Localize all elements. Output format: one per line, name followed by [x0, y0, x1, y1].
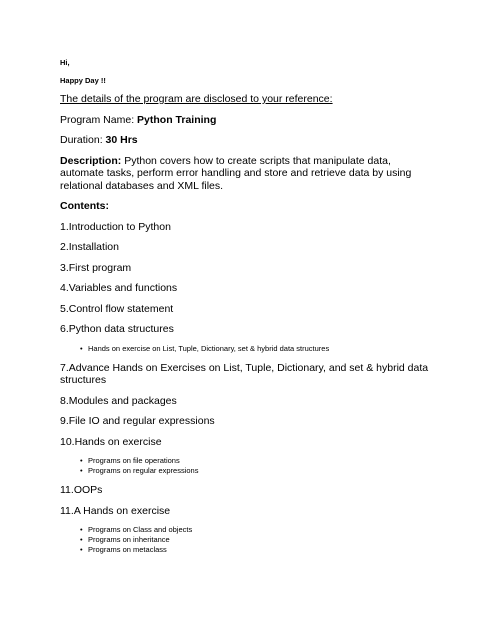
program-duration [60, 134, 435, 147]
greeting-happy-day: Happy Day !! [60, 76, 106, 85]
contents-item-9: 9.File IO and regular expressions [60, 415, 215, 427]
description-label: Description: [60, 154, 122, 167]
contents-item-2: 2.Installation [60, 241, 119, 253]
contents-item-11a-sublist [60, 525, 435, 555]
list-item: • Programs on regular expressions [80, 466, 435, 476]
contents-item-11: 11.OOPs [60, 484, 103, 496]
list-item: • Hands on exercise on List, Tuple, Dictionary, set & hybrid data structures [80, 344, 435, 354]
contents-item-10-sublist [60, 456, 435, 476]
contents-item-1: 1.Introduction to Python [60, 220, 171, 233]
contents-item-7: 7.Advance Hands on Exercises on List, Tuple, Dictionary, and set & hybrid data structures [60, 361, 429, 386]
contents-heading: Contents: [60, 200, 109, 212]
contents-item-10: 10.Hands on exercise [60, 435, 162, 448]
contents-item-6-sublist [60, 344, 435, 354]
greeting-hi: Hi, [60, 58, 70, 67]
list-item: • Programs on metaclass [80, 545, 435, 555]
contents-item-4: 4.Variables and functions [60, 282, 178, 294]
contents-item-3: 3.First program [60, 261, 132, 274]
program-description [60, 155, 435, 193]
intro-details-line: The details of the program are disclosed to your reference: [60, 93, 333, 105]
contents-item-11a: 11.A Hands on exercise [60, 504, 171, 517]
contents-item-5: 5.Control flow statement [60, 302, 174, 315]
duration-label: Duration: [60, 134, 103, 146]
list-item: • Programs on Class and objects [80, 525, 435, 535]
description-text: Python covers how to create scripts that manipulate data, automate tasks, perform error handling and store and retrieve data by using relational databases and XML files. [60, 154, 412, 192]
contents-item-6: 6.Python data structures [60, 323, 174, 335]
contents-item-8: 8.Modules and packages [60, 394, 177, 407]
program-name-value: Python Training [137, 113, 217, 126]
program-name-label: Program Name: [60, 113, 135, 126]
program-name [60, 114, 435, 127]
list-item: • Programs on inheritance [80, 535, 435, 545]
list-item: • Programs on file operations [80, 456, 435, 466]
duration-value: 30 Hrs [105, 134, 138, 146]
